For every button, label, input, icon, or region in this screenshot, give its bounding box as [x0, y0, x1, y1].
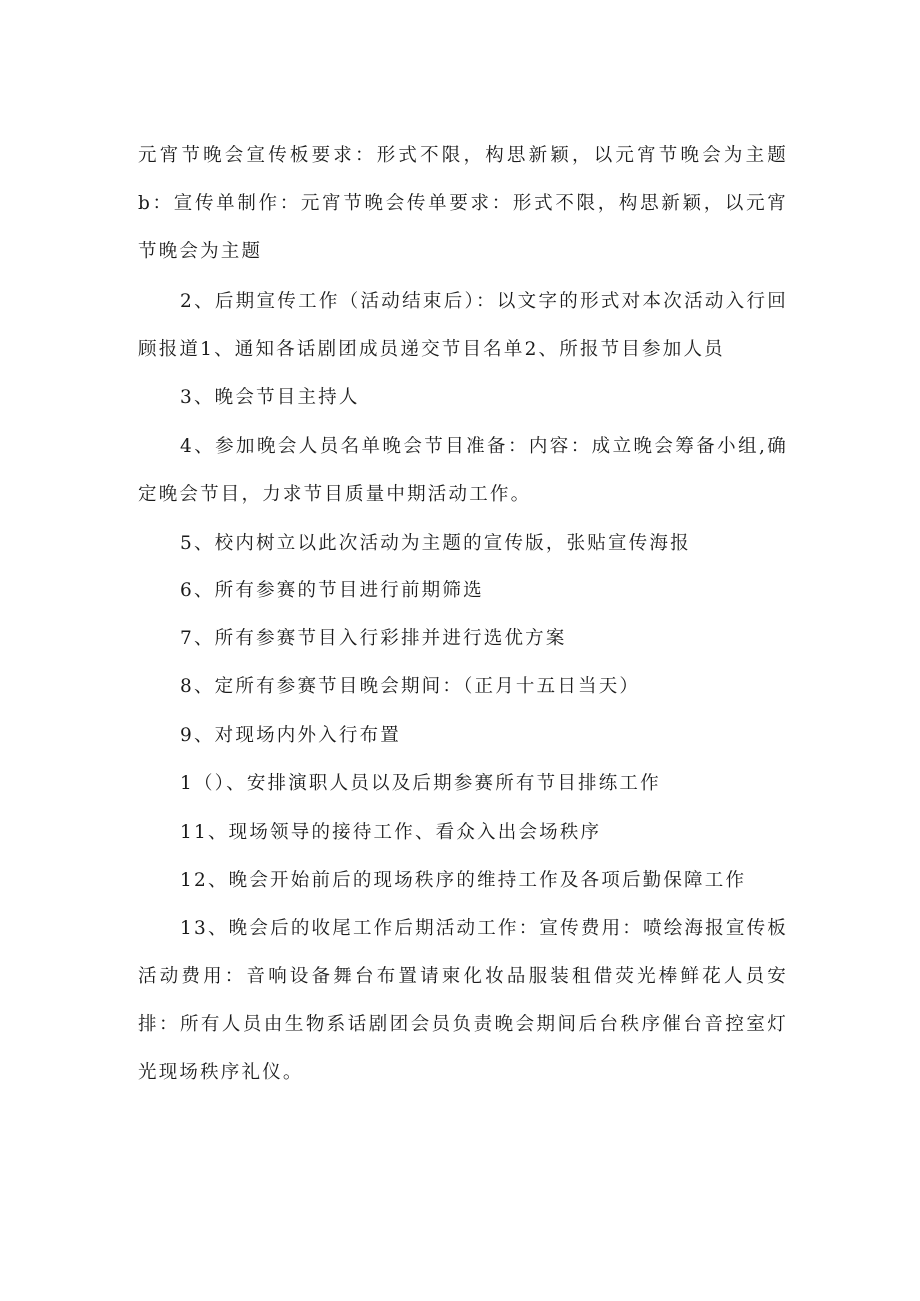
paragraph-6: 6、所有参赛的节目进行前期筛选 — [180, 580, 484, 601]
paragraph-7: 7、所有参赛节目入行彩排并进行选优方案 — [180, 628, 567, 649]
paragraph-9: 9、对现场内外入行布置 — [180, 725, 401, 746]
paragraph-4: 4、参加晚会人员名单晚会节目准备：内容：成立晚会筹备小组,确定晚会节目，力求节目质量中期活动工作。 — [138, 436, 788, 505]
paragraph-11: 11、现场领导的接待工作、看众入出会场秩序 — [180, 822, 602, 843]
paragraph-3: 3、晚会节目主持人 — [180, 387, 360, 408]
paragraph-1: 元宵节晚会宣传板要求：形式不限，构思新颖，以元宵节晚会为主题b：宣传单制作：元宵节晚会传单要求：形式不限，构思新颖，以元宵节晚会为主题 — [138, 145, 788, 262]
paragraph-12: 12、晚会开始前后的现场秩序的维持工作及各项后勤保障工作 — [180, 870, 747, 891]
paragraph-2: 2、后期宣传工作（活动结束后）：以文字的形式对本次活动入行回顾报道1、通知各话剧团成员递交节目名单2、所报节目参加人员 — [138, 291, 788, 360]
paragraph-13: 13、晚会后的收尾工作后期活动工作：宣传费用：喷绘海报宣传板活动费用：音响设备舞台布置请柬化妆品服装租借荧光棒鲜花人员安排：所有人员由生物系话剧团会员负责晚会期间后台秩序催台音控室灯光现场秩序礼仪。 — [138, 918, 788, 1083]
paragraph-10: 1（）、安排演职人员以及后期参赛所有节目排练工作 — [180, 773, 661, 794]
paragraph-5: 5、校内树立以此次活动为主题的宣传版，张贴宣传海报 — [180, 533, 691, 554]
paragraph-8: 8、定所有参赛节目晚会期间：（正月十五日当天） — [180, 676, 641, 697]
